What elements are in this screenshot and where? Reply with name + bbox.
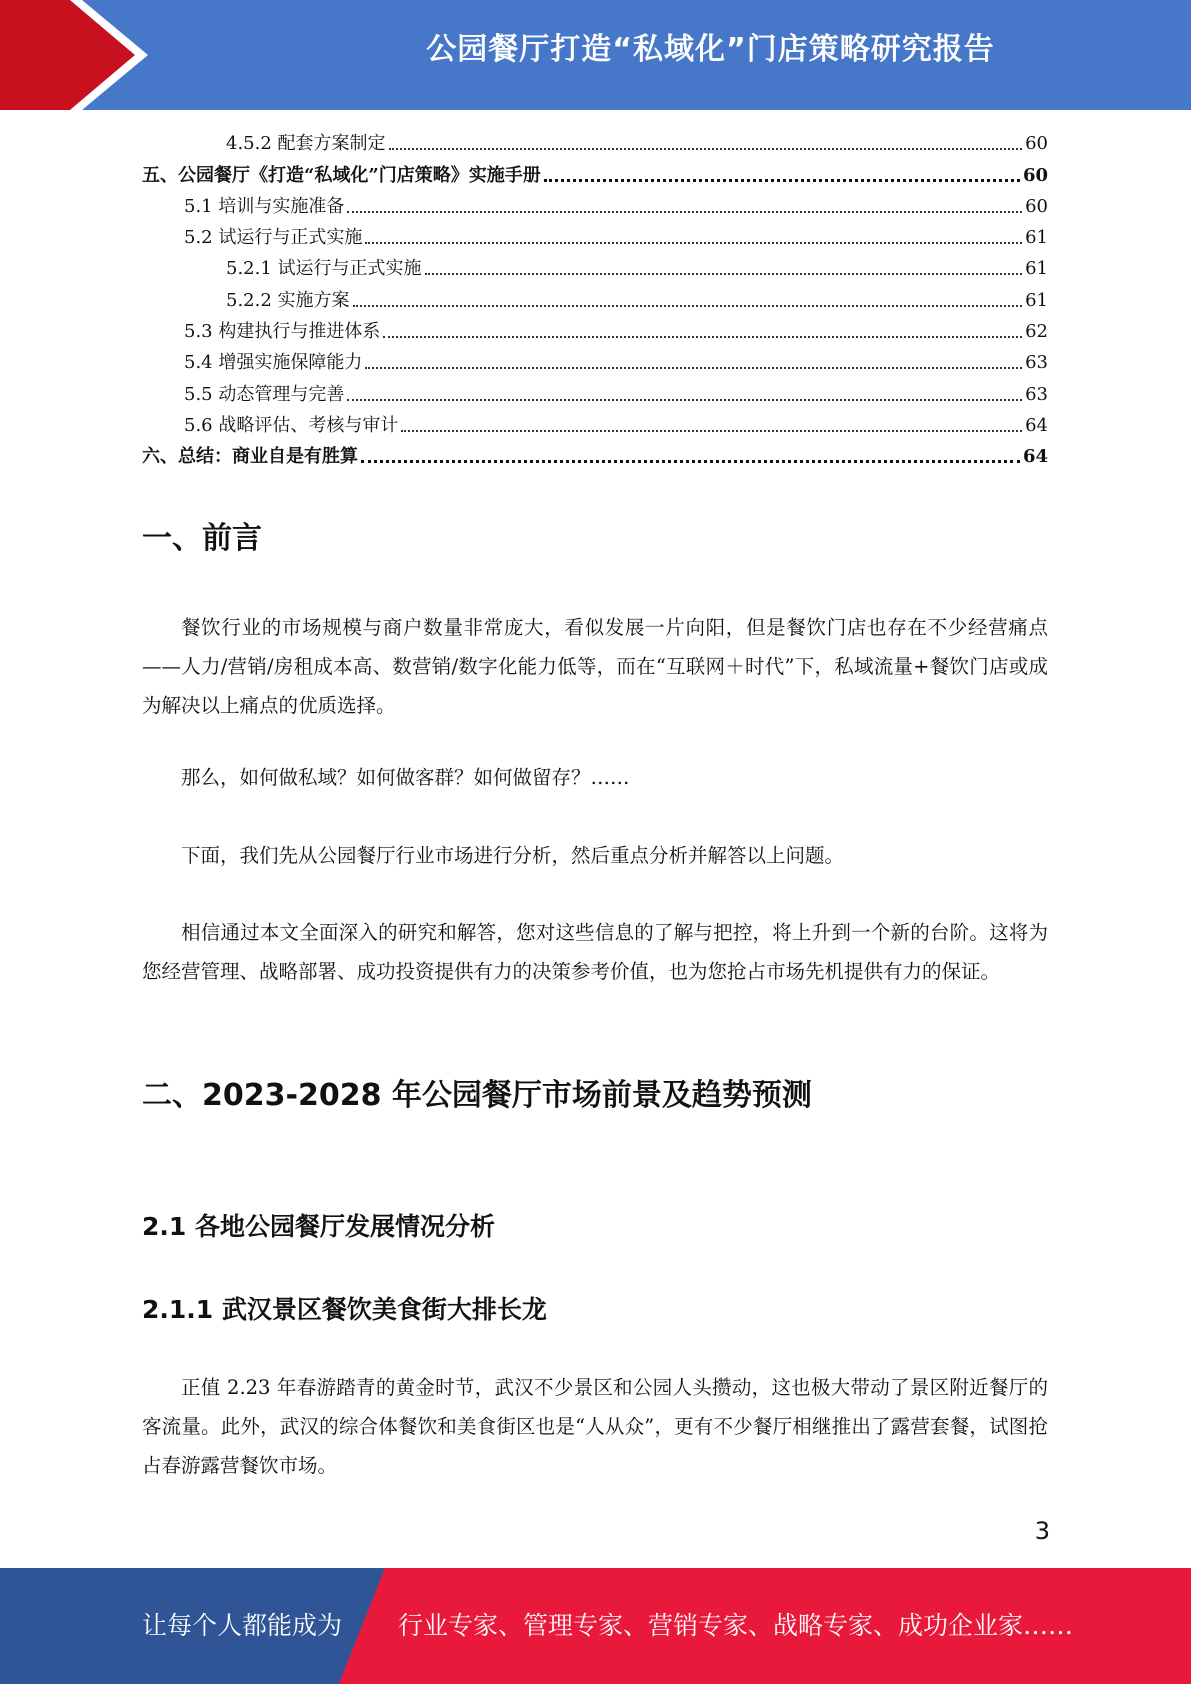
paragraph: 下面，我们先从公园餐厅行业市场进行分析，然后重点分析并解答以上问题。 <box>181 844 845 867</box>
toc-entry[interactable] <box>142 316 1048 347</box>
page-number: 3 <box>1034 1517 1050 1545</box>
toc-entry-title: 5.2.1 试运行与正式实施 <box>226 258 422 280</box>
footer-slogan-right: 行业专家、管理专家、营销专家、战略专家、成功企业家…… <box>398 1611 1074 1640</box>
paragraph: 餐饮行业的市场规模与商户数量非常庞大，看似发展一片向阳，但是餐饮门店也存在不少经营痛点——人力/营销/房租成本高、数营销/数字化能力低等，而在“互联网＋时代”下，私域流量+餐饮门店或成为解决以上痛点的优质选择。 <box>142 616 1048 717</box>
toc-entry-title: 5.2.2 实施方案 <box>226 289 350 311</box>
toc-entry-page: 62 <box>1025 321 1048 343</box>
toc-entry-page: 60 <box>1025 195 1048 217</box>
footer-banner <box>0 1568 1191 1684</box>
toc-entry-title: 5.1 培训与实施准备 <box>184 195 345 217</box>
toc-entry[interactable] <box>142 441 1048 472</box>
section-heading-preface: 一、前言 <box>142 521 262 556</box>
toc-entry-title: 五、公园餐厅《打造“私域化”门店策略》实施手册 <box>142 164 541 186</box>
header-title: 公园餐厅打造“私域化”门店策略研究报告 <box>426 32 995 67</box>
toc-entry[interactable] <box>142 378 1048 409</box>
toc-entry-title: 5.2 试运行与正式实施 <box>184 227 363 249</box>
toc-dot-leader <box>389 148 1023 150</box>
toc-entry[interactable] <box>142 159 1048 190</box>
toc-entry-title: 六、总结：商业自是有胜算 <box>142 446 358 468</box>
toc-dot-leader <box>401 430 1022 432</box>
toc-dot-leader <box>347 399 1022 401</box>
header-chevron-icon <box>0 0 155 110</box>
subsubsection-heading: 2.1.1 武汉景区餐饮美食街大排长龙 <box>142 1295 547 1324</box>
toc-entry[interactable] <box>142 191 1048 222</box>
toc-entry[interactable] <box>142 222 1048 253</box>
subsection-heading: 2.1 各地公园餐厅发展情况分析 <box>142 1212 495 1241</box>
toc-dot-leader <box>365 242 1022 244</box>
toc-entry[interactable] <box>142 284 1048 315</box>
toc-entry[interactable] <box>142 128 1048 159</box>
toc-dot-leader <box>365 367 1022 369</box>
toc-entry-page: 64 <box>1022 446 1048 468</box>
toc-dot-leader <box>347 211 1022 213</box>
toc-entry-title: 5.3 构建执行与推进体系 <box>184 321 381 343</box>
toc-entry[interactable] <box>142 410 1048 441</box>
toc-entry-title: 5.4 增强实施保障能力 <box>184 352 363 374</box>
toc-entry-page: 63 <box>1025 352 1048 374</box>
toc-entry-page: 64 <box>1025 414 1048 436</box>
toc-entry-title: 5.5 动态管理与完善 <box>184 383 345 405</box>
toc-dot-leader <box>353 305 1023 307</box>
paragraph: 那么，如何做私域？如何做客群？如何做留存？…… <box>181 766 630 789</box>
toc-dot-leader <box>544 179 1020 182</box>
toc-entry-page: 60 <box>1022 164 1048 186</box>
toc-entry-page: 61 <box>1025 227 1048 249</box>
toc-entry-title: 4.5.2 配套方案制定 <box>226 133 386 155</box>
toc-entry-page: 60 <box>1025 133 1048 155</box>
section-heading-market: 二、2023-2028 年公园餐厅市场前景及趋势预测 <box>142 1078 812 1113</box>
toc-entry-page: 63 <box>1025 383 1048 405</box>
toc-entry-title: 5.6 战略评估、考核与审计 <box>184 414 399 436</box>
paragraph: 正值 2.23 年春游踏青的黄金时节，武汉不少景区和公园人头攒动，这也极大带动了景区附近餐厅的客流量。此外，武汉的综合体餐饮和美食街区也是“人从众”，更有不少餐厅相继推出了露营套餐，试图抢占春游露营餐饮市场。 <box>142 1376 1048 1477</box>
toc-entry[interactable] <box>142 253 1048 284</box>
footer-slogan-left: 让每个人都能成为 <box>142 1611 343 1640</box>
table-of-contents <box>142 128 1048 472</box>
toc-entry-page: 61 <box>1025 258 1048 280</box>
toc-dot-leader <box>361 460 1020 463</box>
toc-entry[interactable] <box>142 347 1048 378</box>
toc-dot-leader <box>425 273 1023 275</box>
toc-dot-leader <box>383 336 1022 338</box>
paragraph: 相信通过本文全面深入的研究和解答，您对这些信息的了解与把控，将上升到一个新的台阶。这将为您经营管理、战略部署、成功投资提供有力的决策参考价值，也为您抢占市场先机提供有力的保证。 <box>142 921 1048 983</box>
header-banner <box>0 0 1191 110</box>
toc-entry-page: 61 <box>1025 289 1048 311</box>
